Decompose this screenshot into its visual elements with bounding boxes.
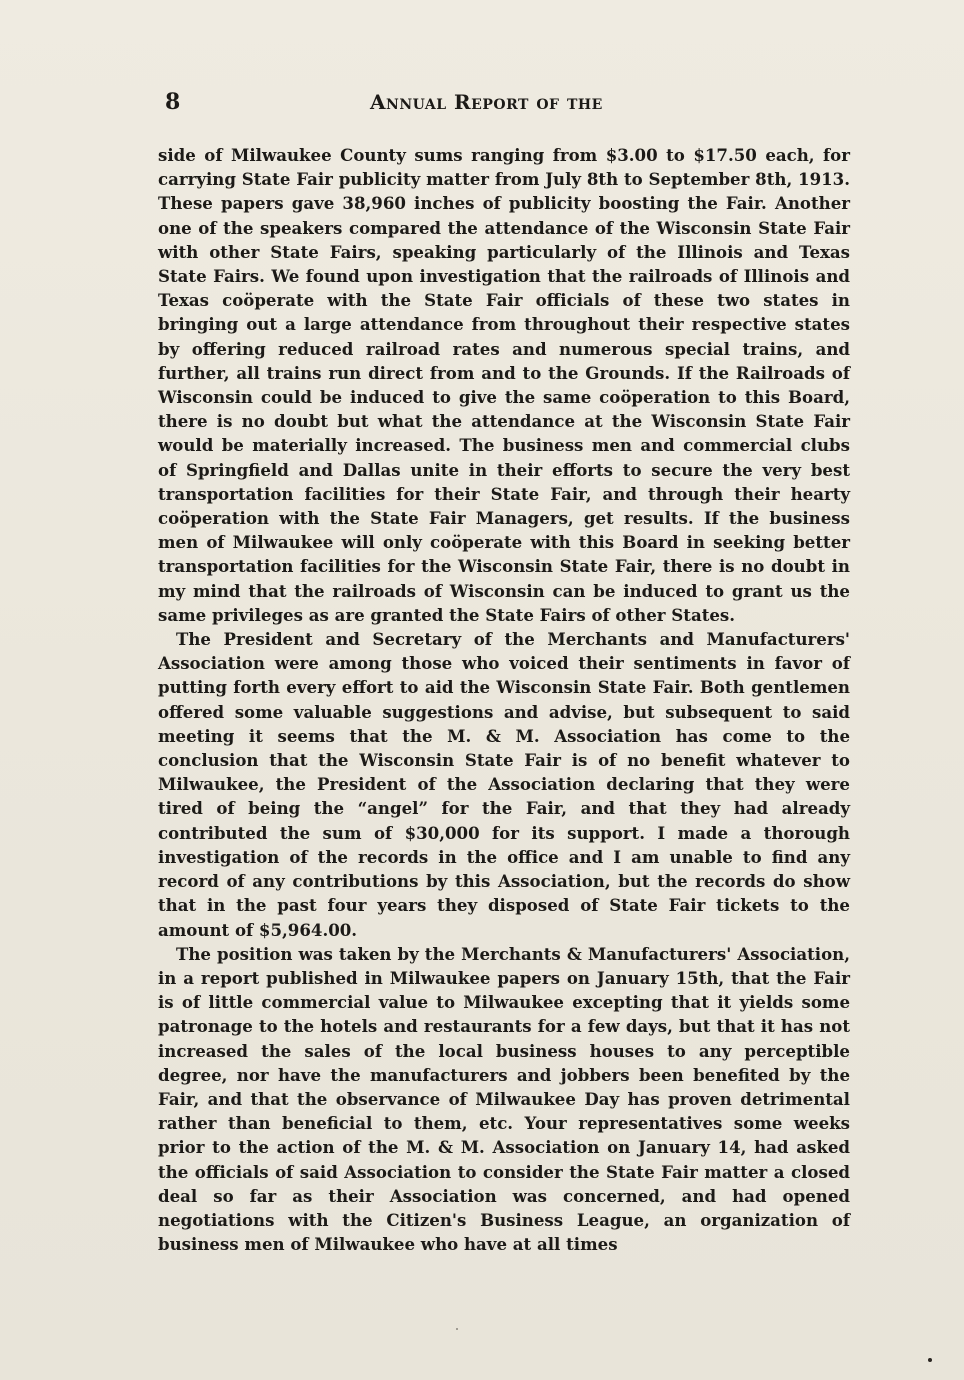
running-head: Annual Report of the: [370, 90, 603, 114]
scan-speck: [928, 1358, 932, 1362]
paragraph: side of Milwaukee County sums ranging from $3.00 to $17.50 each, for carrying State Fair publicity matter from July 8th to September 8th, 1913. These papers gave 38,960 inches of publicity boosting the Fair. Another one of the speakers compared the attendance of the Wisconsin State Fair with other State Fairs, speaking particularly of the Illinois and Texas State Fairs. We found upon investigation that the railroads of Illinois and Texas coöperate with the State Fair officials of these two states in bringing out a large attendance from throughout their respective states by offering reduced railroad rates and numerous special trains, and further, all trains run direct from and to the Grounds. If the Railroads of Wisconsin could be induced to give the same coöperation to this Board, there is no doubt but what the attendance at the Wisconsin State Fair would be materially increased. The business men and commercial clubs of Springfield and Dallas unite in their efforts to secure the very best transportation facilities for their State Fair, and through their hearty coöperation with the State Fair Managers, get results. If the business men of Milwaukee will only coöperate with this Board in seeking better transportation facilities for the Wisconsin State Fair, there is no doubt in my mind that the railroads of Wisconsin can be induced to grant us the same privileges as are granted the State Fairs of other States.: [158, 145, 850, 625]
body-text: [158, 143, 850, 1256]
page-header: [165, 86, 845, 118]
paragraph: The President and Secretary of the Merchants and Manufacturers' Association were among those who voiced their sentiments in favor of putting forth every effort to aid the Wisconsin State Fair. Both gentlemen offered some valuable suggestions and advise, but subsequent to said meeting it seems that the M. & M. Association has come to the conclusion that the Wisconsin State Fair is of no benefit whatever to Milwaukee, the President of the Association declaring that they were tired of being the “angel” for the Fair, and that they had already contributed the sum of $30,000 for its support. I made a thorough investigation of the records in the office and I am unable to find any record of any contributions by this Association, but the records do show that in the past four years they disposed of State Fair tickets to the amount of $5,964.00.: [158, 629, 850, 940]
paragraph: The position was taken by the Merchants & Manufacturers' Association, in a report published in Milwaukee papers on January 15th, that the Fair is of little commercial value to Milwaukee excepting that it yields some patronage to the hotels and restaurants for a few days, but that it has not increased the sales of the local business houses to any perceptible degree, nor have the manufacturers and jobbers been benefited by the Fair, and that the observance of Milwaukee Day has proven detrimental rather than beneficial to them, etc. Your representatives some weeks prior to the action of the M. & M. Association on January 14, had asked the officials of said Association to consider the State Fair matter a closed deal so far as their Association was concerned, and had opened negotiations with the Citizen's Business League, an organization of business men of Milwaukee who have at all times: [158, 943, 850, 1255]
scan-speck: [456, 1328, 458, 1330]
page-number: 8: [165, 89, 181, 115]
